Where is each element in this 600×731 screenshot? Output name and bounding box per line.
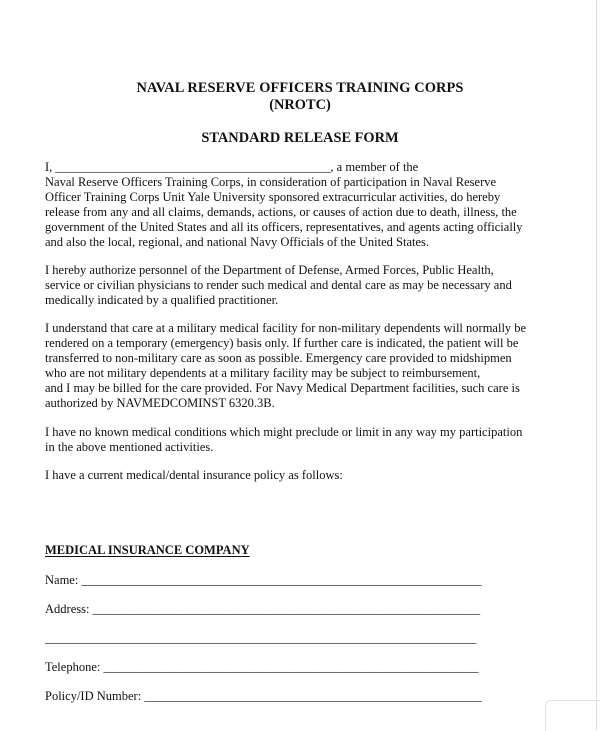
paragraph-line: government of the United States and all its officers, representatives, and agents acting officially (45, 220, 523, 235)
paragraph-line: who are not military dependents at a military facility may be subject to reimbursement, (45, 366, 481, 381)
insurance-name-field[interactable]: Name: ________________________________________________________________ (45, 573, 482, 587)
insurance-telephone-field[interactable]: Telephone: ____________________________________________________________ (45, 660, 479, 674)
paragraph-line: and I may be billed for the care provided. For Navy Medical Department facilities, such care is (45, 381, 520, 396)
paragraph-line: transferred to non-military care as soon as possible. Emergency care provided to midshipmen (45, 351, 512, 366)
paragraph-line: authorized by NAVMEDCOMINST 6320.3B. (45, 396, 275, 411)
authorization-paragraph (45, 263, 565, 308)
paragraph-line: rendered on a temporary (emergency) basis only. If further care is indicated, the patient will be (45, 336, 519, 351)
document-title: NAVAL RESERVE OFFICERS TRAINING CORPS (136, 80, 464, 96)
paragraph-line: and also the local, regional, and national Navy Officials of the United States. (45, 235, 430, 250)
paragraph-line: service or civilian physicians to render such medical and dental care as may be necessary and (45, 278, 512, 293)
insurance-statement (45, 468, 565, 483)
insurance-address-field[interactable]: Address: ______________________________________________________________ (45, 602, 481, 616)
paragraph-line: in the above mentioned activities. (45, 440, 214, 455)
paragraph-line: I understand that care at a military medical facility for non-military dependents will normally be (45, 321, 527, 335)
paragraph-line: I have a current medical/dental insurance policy as follows: (45, 468, 343, 482)
insurance-address-line2-field[interactable]: _____________________________________________________________________ (45, 631, 477, 645)
insurance-policy-id-field[interactable]: Policy/ID Number: ______________________________________________________ (45, 689, 482, 703)
paragraph-line: Officer Training Corps Unit Yale University sponsored extracurricular activities, do hereby (45, 190, 501, 205)
paragraph-line: release from any and all claims, demands, actions, or causes of action due to death, illness, the (45, 205, 517, 220)
medical-conditions-paragraph (45, 425, 565, 455)
paragraph-line: I hereby authorize personnel of the Department of Defense, Armed Forces, Public Health, (45, 263, 494, 277)
insurance-section-heading: MEDICAL INSURANCE COMPANY (45, 543, 250, 557)
paragraph-line: I have no known medical conditions which might preclude or limit in any way my participation (45, 425, 523, 439)
document-subtitle: (NROTC) (269, 97, 331, 113)
page-corner (545, 700, 600, 731)
form-title: STANDARD RELEASE FORM (201, 130, 399, 146)
paragraph-line: Naval Reserve Officers Training Corps, in consideration of participation in Naval Reserve (45, 175, 497, 190)
release-paragraph (45, 160, 565, 251)
paragraph-line: I, ____________________________________________, a member of the (45, 160, 419, 174)
military-care-paragraph (45, 321, 565, 412)
paragraph-line: medically indicated by a qualified practitioner. (45, 293, 279, 308)
